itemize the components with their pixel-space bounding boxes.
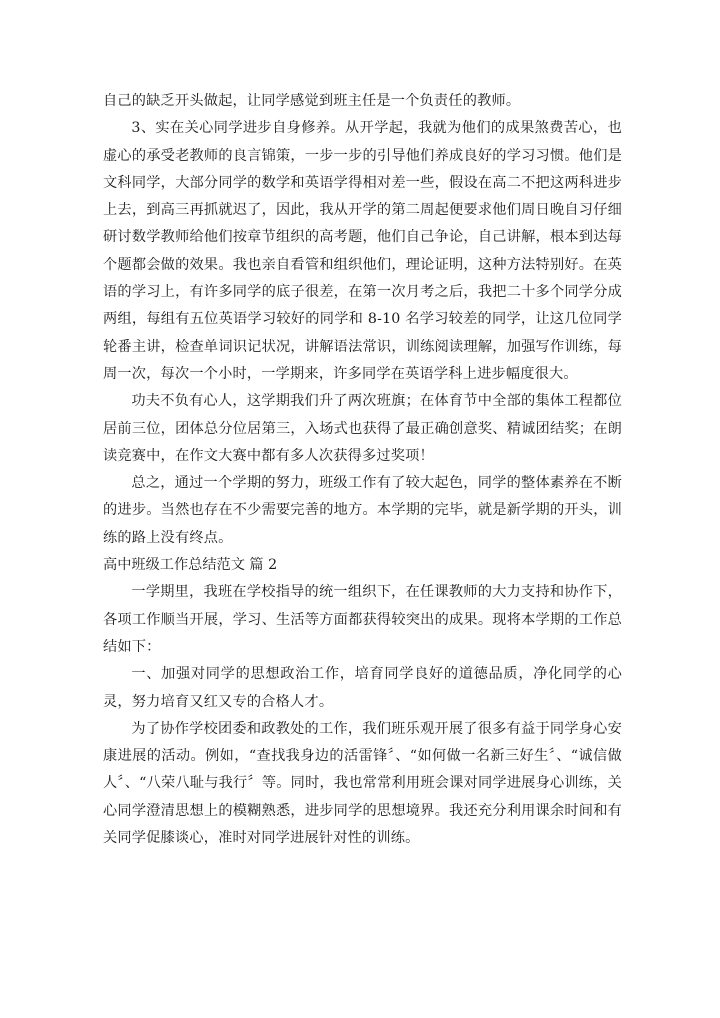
paragraph-achievements: 功夫不负有心人，这学期我们升了两次班旗；在体育节中全部的集体工程都位居前三位，团体总分位居第三，入场式也获得了最正确创意奖、精诚团结奖；在朗读竞赛中，在作文大赛中都有多人次获得多过奖项！: [103, 393, 622, 464]
paragraph-activities: 为了协作学校团委和政教处的工作，我们班乐观开展了很多有益于同学身心安康进展的活动。例如，“查找我身边的活雷锋〞、“如何做一名新三好生〞、“诚信做人〞、“八荣八耻与我行〞等。同时，我也常常利用班会课对同学进展身心训练，关心同学澄清思想上的模糊熟悉，进步同学的思想境界。我还充分利用课余时间和有关同学促膝谈心，准时对同学进展针对性的训练。: [103, 720, 622, 847]
paragraph-point-1: 一、加强对同学的思想政治工作，培育同学良好的道德品质，净化同学的心灵，努力培育又红又专的合格人才。: [103, 666, 622, 710]
paragraph-continuation: 自己的缺乏开头做起，让同学感觉到班主任是一个负责任的教师。: [103, 93, 521, 109]
section-heading: 高中班级工作总结范文 篇 2: [103, 557, 278, 574]
paragraph-item-3: 3、实在关心同学进步自身修养。从开学起，我就为他们的成果煞费苦心，也虚心的承受老教师的良言锦策，一步一步的引导他们养成良好的学习习惯。他们是文科同学，大部分同学的数学和英语学得相对差一些，假设在高二不把这两科进步上去，到高三再抓就迟了，因此，我从开学的第二周起便要求他们周日晚自习仔细研讨数学教师给他们按章节组织的高考题，他们自己争论，自己讲解，根本到达每个题都会做的效果。我也亲自看管和组织他们，理论证明，这种方法特别好。在英语的学习上，有许多同学的底子很差，在第一次月考之后，我把二十多个同学分成两组，每组有五位英语学习较好的同学和 8-10 名学习较差的同学，让这几位同学轮番主讲，检查单词识记状况，讲解语法常识，训练阅读理解，加强写作训练，每周一次，每次一个小时，一学期来，许多同学在英语学科上进步幅度很大。: [103, 120, 622, 382]
paragraph-intro: 一学期里，我班在学校指导的统一组织下，在任课教师的大力支持和协作下，各项工作顺当开展，学习、生活等方面都获得较突出的成果。现将本学期的工作总结如下：: [103, 584, 622, 655]
paragraph-conclusion: 总之，通过一个学期的努力，班级工作有了较大起色，同学的整体素养在不断的进步。当然也存在不少需要完善的地方。本学期的完毕，就是新学期的开头，训练的路上没有终点。: [103, 475, 622, 546]
